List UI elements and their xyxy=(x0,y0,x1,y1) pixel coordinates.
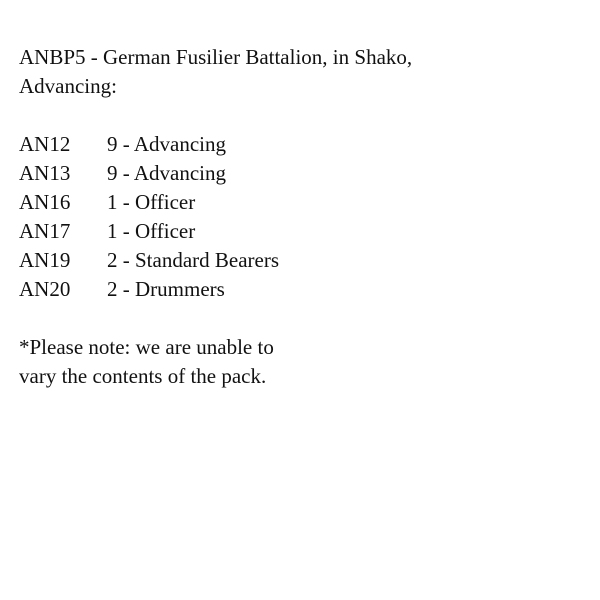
pack-description xyxy=(19,43,579,391)
list-item xyxy=(19,130,579,159)
pack-title-line-2: Advancing: xyxy=(19,74,117,98)
pack-note-line-2: vary the contents of the pack. xyxy=(19,364,267,388)
pack-title xyxy=(19,43,579,101)
item-description: 1 - Officer xyxy=(107,190,196,214)
spacer xyxy=(19,304,579,333)
pack-note xyxy=(19,333,579,391)
spacer xyxy=(19,101,579,130)
pack-title-line-1: ANBP5 - German Fusilier Battalion, in Shako, xyxy=(19,45,413,69)
item-code: AN16 xyxy=(19,190,71,214)
item-description: 9 - Advancing xyxy=(107,132,226,156)
pack-note-line-1: *Please note: we are unable to xyxy=(19,335,274,359)
list-item xyxy=(19,246,579,275)
item-code: AN20 xyxy=(19,277,71,301)
contents-list xyxy=(19,130,579,304)
item-description: 2 - Drummers xyxy=(107,277,225,301)
item-code: AN13 xyxy=(19,161,71,185)
item-description: 1 - Officer xyxy=(107,219,196,243)
item-code: AN19 xyxy=(19,248,71,272)
item-description: 9 - Advancing xyxy=(107,161,226,185)
list-item xyxy=(19,159,579,188)
list-item xyxy=(19,188,579,217)
item-code: AN12 xyxy=(19,132,71,156)
list-item xyxy=(19,275,579,304)
list-item xyxy=(19,217,579,246)
item-description: 2 - Standard Bearers xyxy=(107,248,280,272)
item-code: AN17 xyxy=(19,219,71,243)
